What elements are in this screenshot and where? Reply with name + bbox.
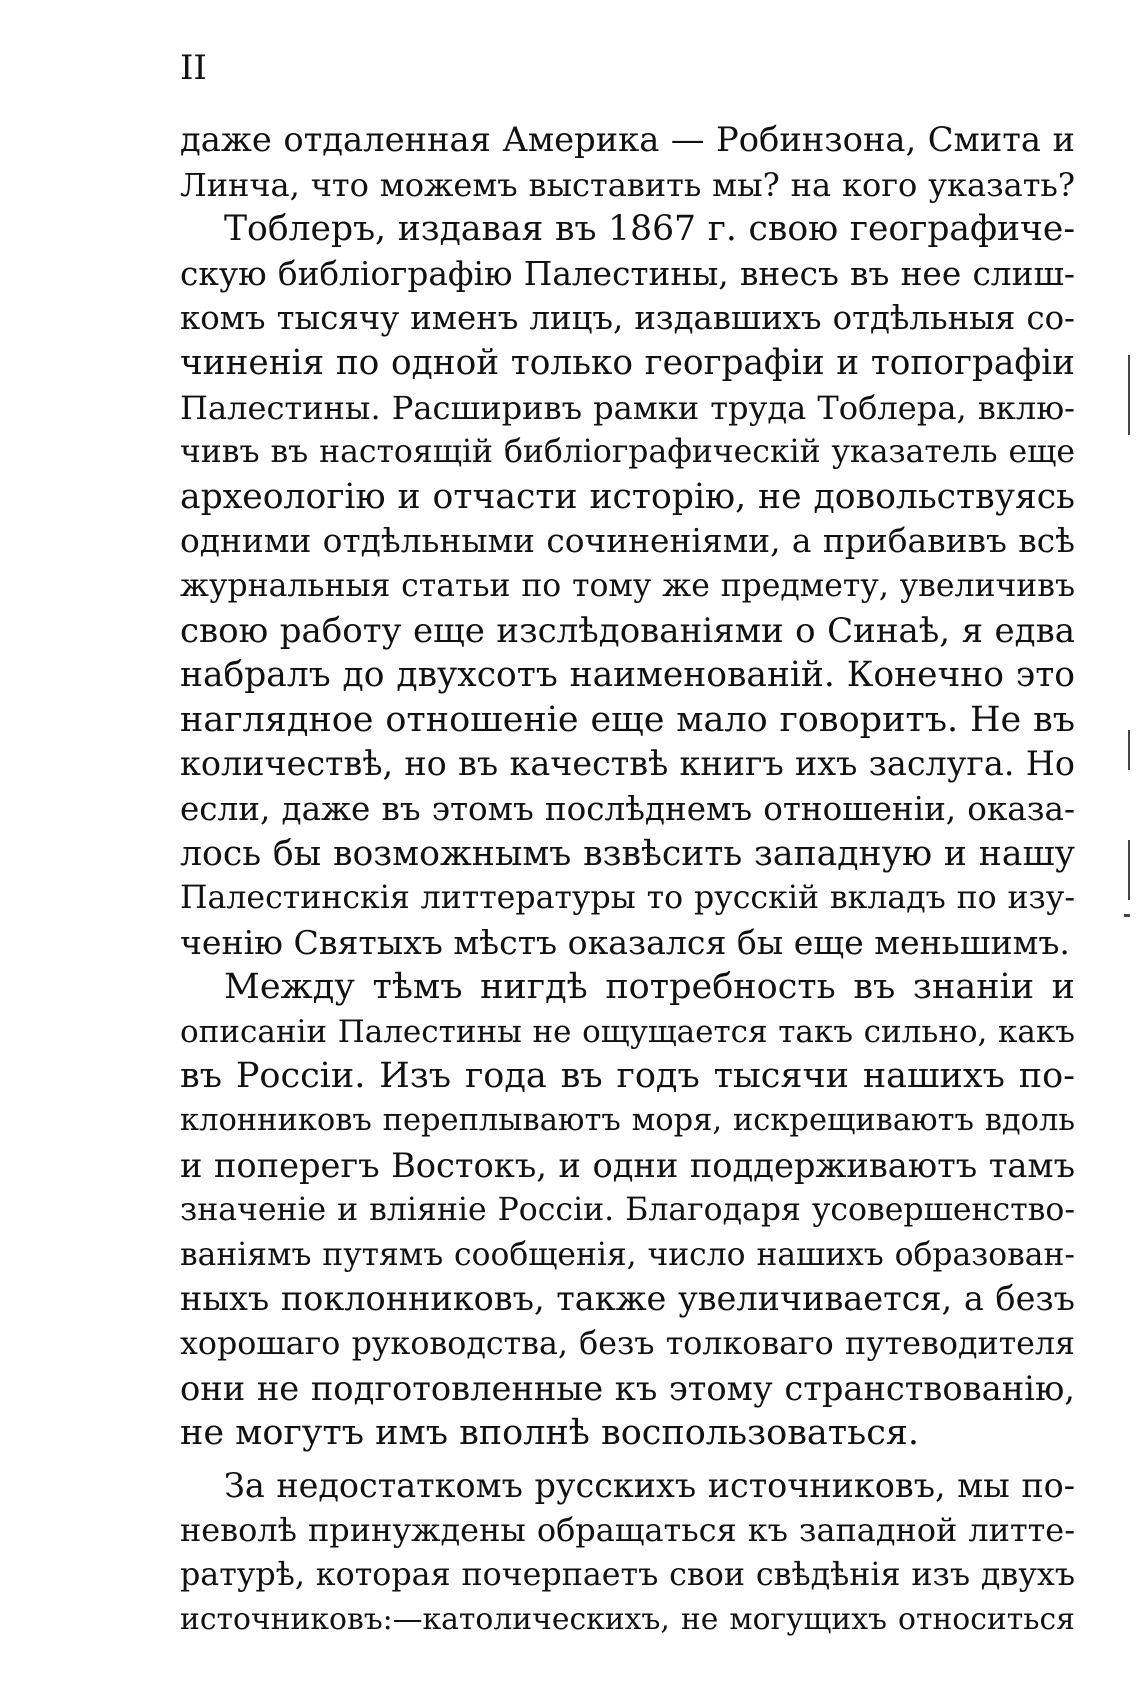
text-line: они не подготовленные къ этому странствованію, (180, 1368, 1075, 1408)
text-line: Тоблеръ, издавая въ 1867 г. свою географиче- (224, 209, 1075, 250)
text-line: описаніи Палестины не ощущается такъ сильно, какъ (180, 1013, 1075, 1050)
text-line: Палестины. Расширивъ рамки труда Тоблера, вклю- (180, 388, 1075, 427)
paragraph (180, 965, 1075, 1456)
text-line: количествѣ, но въ качествѣ книгъ ихъ заслуга. Но (180, 744, 1075, 784)
text-line: неволѣ принуждены обращаться къ западной литте- (180, 1511, 1075, 1550)
text-line: комъ тысячу именъ лицъ, издавшихъ отдѣльныя со- (180, 299, 1075, 338)
text-line: чиненія по одной только географіи и топографіи (180, 342, 1075, 383)
text-line: если, даже въ этомъ послѣднемъ отношеніи, оказа- (180, 789, 1075, 828)
scan-artifact-mark (1124, 914, 1130, 917)
text-line: и поперегъ Востокъ, и одни поддерживаютъ тамъ (180, 1145, 1075, 1185)
text-line: журнальныя статьи по тому же предмету, увеличивъ (180, 567, 1075, 604)
paragraph (180, 1464, 1075, 1642)
text-line: ратурѣ, которая почерпаетъ свои свѣдѣнія изъ двухъ (180, 1557, 1075, 1593)
scan-artifact-mark (1128, 840, 1130, 900)
text-line: хорошаго руководства, безъ толковаго путеводителя (180, 1326, 1075, 1363)
text-line: Палестинскія литтературы то русскій вкладъ по изу- (180, 880, 1075, 917)
text-line: набралъ до двухсотъ наименованій. Конечно это (180, 655, 1075, 696)
text-line: археологію и отчасти исторію, не довольствуясь (180, 476, 1075, 517)
text-line: источниковъ:—католическихъ, не могущихъ относиться (180, 1601, 1075, 1637)
text-line: свою работу еще изслѣдованіями о Синаѣ, я едва (180, 610, 1075, 651)
text-line: чивъ въ настоящій библіографическій указатель еще (180, 434, 1075, 471)
text-line: наглядное отношеніе еще мало говоритъ. Не въ (180, 699, 1075, 740)
paragraph (180, 118, 1075, 207)
scan-artifact-mark (1128, 730, 1130, 770)
text-line: ваніямъ путямъ сообщенія, число нашихъ образован- (180, 1236, 1075, 1273)
text-line: Между тѣмъ нигдѣ потребность въ знаніи и (224, 967, 1075, 1008)
text-line: въ Россіи. Изъ года въ годъ тысячи нашихъ по- (180, 1056, 1075, 1097)
text-line: даже отдаленная Америка — Робинзона, Смита и (180, 120, 1075, 159)
text-line: клонниковъ переплываютъ моря, искрещиваютъ вдоль (180, 1103, 1075, 1139)
body-text (180, 118, 1075, 1642)
scan-artifact-mark (1128, 355, 1130, 435)
text-line: одними отдѣльными сочиненіями, а прибавивъ всѣ (180, 521, 1075, 561)
text-line: Линча, что можемъ выставить мы? на кого указать? (180, 165, 1075, 204)
text-line: За недостаткомъ русскихъ источниковъ, мы по- (224, 1465, 1075, 1505)
text-line: ченію Святыхъ мѣстъ оказался бы еще меньшимъ. (180, 922, 1070, 962)
text-line: лось бы возможнымъ взвѣсить западную и нашу (180, 833, 1075, 874)
text-line: ныхъ поклонниковъ, также увеличивается, а безъ (180, 1279, 1075, 1319)
text-line: значеніе и вліяніе Россіи. Благодаря усовершенство- (180, 1192, 1075, 1229)
paragraph (180, 207, 1075, 965)
paragraph-gap (180, 1456, 1075, 1464)
text-line: скую библіографію Палестины, внесъ въ нее слиш- (180, 254, 1075, 293)
page-number: II (180, 48, 207, 88)
text-line: не могутъ имъ вполнѣ воспользоваться. (180, 1413, 920, 1454)
